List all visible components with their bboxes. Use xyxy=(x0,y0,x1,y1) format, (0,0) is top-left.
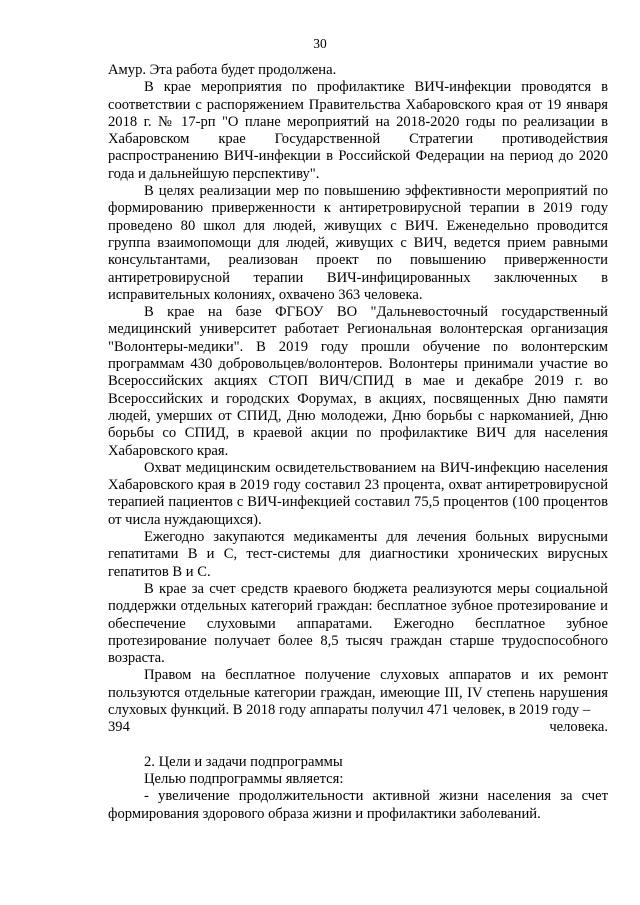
paragraph-art-adherence: В целях реализации мер по повышению эффективности мероприятий по формированию приверженности к антиретровирусной терапии в 2019 году проведено 80 школ для людей, живущих с ВИЧ. Еженедельно проводится группа взаимопомощи для людей, живущих с ВИЧ, ведется прием равными консультантами, реализован проект по повышению приверженности антиретровирусной терапии ВИЧ-инфицированных заключенных в исправительных колониях, охвачено 363 человека. xyxy=(108,183,608,303)
document-body xyxy=(108,62,608,823)
section-heading: 2. Цели и задачи подпрограммы xyxy=(144,753,343,770)
section-spacer xyxy=(108,737,608,754)
page-number: 30 xyxy=(313,36,327,51)
paragraph-volunteers: В крае на базе ФГБОУ ВО "Дальневосточный государственный медицинский университет работает Региональная волонтерская организация "Волонтеры-медики". В 2019 году прошли обучение по волонтерским программам 430 добровольцев/волонтеров. Волонтеры принимали участие во Всероссийских акциях СТОП ВИЧ/СПИД в мае и декабре 2019 г. во Всероссийских и городских Форумах, в акциях, посвященных Дню памяти людей, умерших от СПИД, Дню молодежи, Дню борьбы с наркоманией, Дню борьбы со СПИД, в краевой акции по профилактике ВИЧ для населения Хабаровского края. xyxy=(108,304,608,459)
paragraph-hearing-aids-last-line xyxy=(108,719,608,736)
paragraph-hearing-aids: Правом на бесплатное получение слуховых аппаратов и их ремонт пользуются отдельные категории граждан, имеющие III, IV степень нарушения слуховых функций. В 2018 году аппараты получил 471 человек, в 2019 году – xyxy=(108,667,608,718)
goal-intro: Целью подпрограммы является: xyxy=(144,771,344,788)
paragraph-social-support: В крае за счет средств краевого бюджета реализуются меры социальной поддержки отдельных категорий граждан: бесплатное зубное протезирование и обеспечение слуховыми аппаратами. Ежегодно бесплатное зубное протезирование получает более 8,5 тысяч граждан старше трудоспособного возраста. xyxy=(108,580,608,667)
paragraph-hiv-prevention-order: В крае мероприятия по профилактике ВИЧ-инфекции проводятся в соответствии с распоряжением Правительства Хабаровского края от 19 января 2018 г. № 17-рп "О плане мероприятий на 2018-2020 годы по реализации в Хабаровском крае Государственной Стратегии противодействия распространению ВИЧ-инфекции в Российской Федерации на период до 2020 года и дальнейшую перспективу". xyxy=(108,79,608,182)
paragraph-hepatitis: Ежегодно закупаются медикаменты для лечения больных вирусными гепатитами В и С, тест-системы для диагностики хронических вирусных гепатитов В и С. xyxy=(108,529,608,580)
goal-item: - увеличение продолжительности активной жизни населения за счет формирования здорового образа жизни и профилактики заболеваний. xyxy=(108,788,608,822)
paragraph-continuation: Амур. Эта работа будет продолжена. xyxy=(108,62,337,78)
hearing-aids-unit: человека. xyxy=(549,719,608,736)
hearing-aids-count: 394 xyxy=(108,719,130,736)
paragraph-testing-coverage: Охват медицинским освидетельствованием на ВИЧ-инфекцию населения Хабаровского края в 2019 году составил 23 процента, охват антиретровирусной терапией пациентов с ВИЧ-инфекцией составил 75,5 процентов (100 процентов от числа нуждающихся). xyxy=(108,459,608,528)
